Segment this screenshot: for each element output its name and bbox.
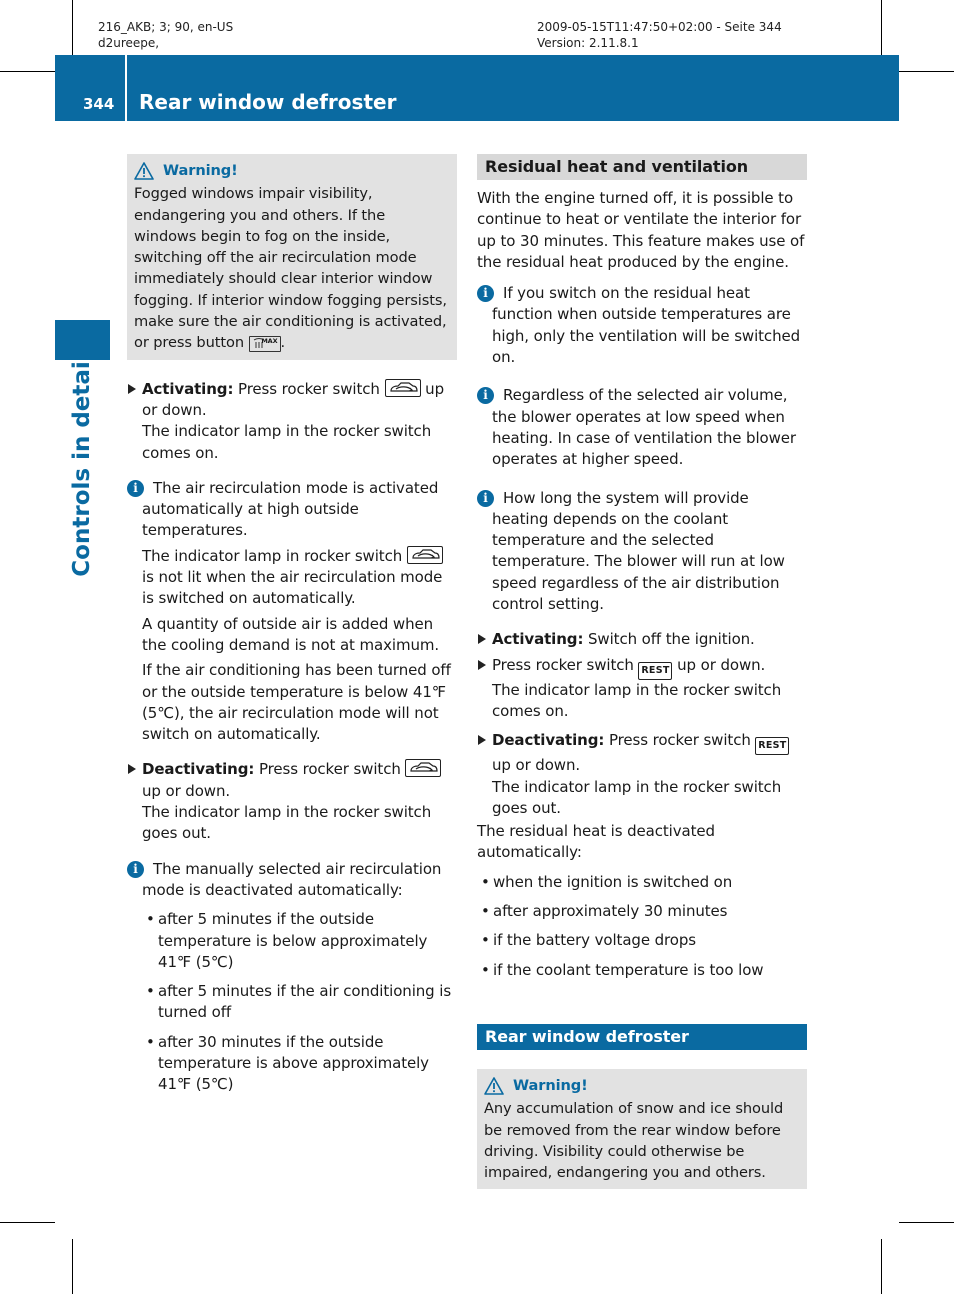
page-title: Rear window defroster: [139, 90, 397, 114]
step-arrow-icon: [478, 735, 486, 745]
info-icon: i: [477, 490, 494, 507]
page-number: 344: [83, 95, 115, 113]
section-heading-residual-heat: Residual heat and ventilation: [477, 154, 807, 180]
intro-text: With the engine turned off, it is possible to continue to heat or ventilate the interior for up to 30 minutes. This feature makes use of the residual heat produced by the engine.: [477, 189, 805, 271]
list-item: • after 5 minutes if the outside temperature is below approximately 41℉ (5℃): [142, 909, 457, 973]
step-text: up or down.: [672, 655, 766, 674]
step-result: The indicator lamp in the rocker switch goes out.: [492, 777, 782, 817]
step-arrow-icon: [478, 660, 486, 670]
info-block: [127, 478, 457, 746]
list-item: • after 5 minutes if the air conditioning is turned off: [142, 981, 457, 1024]
info-block: [127, 859, 457, 1096]
warning-title: [484, 1075, 800, 1096]
header-divider: [125, 55, 127, 121]
meta-line: d2ureepe,: [98, 36, 160, 50]
list-item: • if the coolant temperature is too low: [477, 960, 807, 981]
step-text: up or down.: [142, 379, 444, 419]
meta-line: 2009-05-15T11:47:50+02:00 - Seite 344: [537, 20, 782, 34]
step-text: Press rocker switch: [492, 655, 639, 674]
residual-press-step: [477, 655, 807, 723]
residual-deactivating-step: [477, 730, 807, 819]
info-icon: i: [477, 285, 494, 302]
list-item: • after 30 minutes if the outside temperature is above approximately 41℉ (5℃): [142, 1032, 457, 1096]
info-text: Regardless of the selected air volume, the blower operates at low speed when heating. In case of ventilation the blower operates at higher speed.: [492, 386, 796, 469]
warning-title-text: Warning!: [163, 162, 238, 179]
print-meta-right: [537, 19, 782, 51]
warning-box: [127, 154, 457, 360]
info-text-part: The indicator lamp in rocker switch: [142, 546, 407, 565]
info-block: [477, 283, 807, 368]
residual-activating-step: [477, 629, 807, 650]
warning-end: .: [280, 334, 286, 352]
meta-line: Version: 2.11.8.1: [537, 36, 639, 50]
rest-rocker-switch-icon: REST: [755, 737, 789, 755]
info-text: [142, 546, 457, 610]
activating-step: [127, 379, 457, 464]
warning-box: [477, 1069, 807, 1189]
warning-title-text: Warning!: [513, 1076, 588, 1094]
deactivating-step: [127, 759, 457, 844]
warning-title: [134, 160, 450, 181]
info-icon: i: [477, 387, 494, 404]
step-result: The indicator lamp in the rocker switch comes on.: [492, 680, 782, 720]
info-icon: i: [127, 861, 144, 878]
info-text: If you switch on the residual heat function when outside temperatures are high, only the ventilation will be switched on.: [492, 284, 801, 367]
step-arrow-icon: [128, 764, 136, 774]
crop-mark: [899, 71, 954, 72]
crop-mark: [881, 1239, 882, 1294]
section-heading-rear-defroster: Rear window defroster: [477, 1024, 807, 1050]
crop-mark: [0, 1222, 55, 1223]
step-label: Deactivating:: [142, 760, 255, 779]
print-meta-left: [98, 19, 233, 51]
warning-body: Fogged windows impair visibility, endangering you and others. If the windows begin to fog on the inside, switching off the air recirculation mode immediately should clear interior window fogging. If interior window fogging persists, make sure the air conditioning is activated, or press button: [134, 185, 447, 352]
info-text-part: is not lit when the air recirculation mode is switched on automatically.: [142, 568, 443, 608]
info-text: A quantity of outside air is added when the cooling demand is not at maximum.: [142, 614, 440, 654]
crop-mark: [0, 71, 55, 72]
crop-mark: [72, 0, 73, 55]
step-arrow-icon: [478, 634, 486, 644]
step-text: Press rocker switch: [604, 731, 756, 750]
info-text: If the air conditioning has been turned off or the outside temperature is below 41℉ (5℃), the air recirculation mode will not switch on automatically.: [142, 661, 451, 744]
info-text: The manually selected air recirculation mode is deactivated automatically:: [142, 859, 442, 899]
crop-mark: [72, 1239, 73, 1294]
list-item: • when the ignition is switched on: [477, 872, 807, 893]
warning-body: Any accumulation of snow and ice should be removed from the rear window before driving. Visibility could otherwise be impaired, endangering you and others.: [484, 1100, 784, 1182]
step-label: Activating:: [142, 379, 234, 398]
recirculation-rocker-switch-icon: [405, 759, 441, 777]
list-item: • after approximately 30 minutes: [477, 901, 807, 922]
warning-triangle-icon: [484, 1077, 504, 1095]
recirculation-rocker-switch-icon: [407, 546, 443, 564]
step-result: The indicator lamp in the rocker switch goes out.: [142, 803, 432, 843]
rest-rocker-switch-icon: REST: [638, 662, 672, 680]
step-arrow-icon: [128, 384, 136, 394]
info-icon: i: [127, 480, 144, 497]
info-block: [477, 385, 807, 470]
info-block: [477, 488, 807, 616]
crop-mark: [881, 0, 882, 55]
warning-triangle-icon: [134, 162, 154, 180]
crop-mark: [899, 1222, 954, 1223]
step-result: The indicator lamp in the rocker switch comes on.: [142, 422, 432, 462]
step-label: Activating:: [492, 630, 584, 649]
recirculation-rocker-switch-icon: [385, 379, 421, 397]
step-text: up or down.: [492, 756, 581, 775]
step-text: Press rocker switch: [254, 760, 406, 779]
step-label: Deactivating:: [492, 731, 605, 750]
step-text: Switch off the ignition.: [583, 630, 755, 649]
step-text: up or down.: [142, 781, 231, 800]
list-item: • if the battery voltage drops: [477, 930, 807, 951]
info-text: How long the system will provide heating depends on the coolant temperature and the selected temperature. The blower will run at low speed regardless of the air distribution control setting.: [492, 488, 785, 614]
left-column: [127, 154, 457, 1096]
auto-deactivation-text: The residual heat is deactivated automatically:: [477, 822, 715, 862]
right-column: [477, 154, 807, 1189]
step-text: Press rocker switch: [233, 379, 385, 398]
info-text: The air recirculation mode is activated automatically at high outside temperatures.: [142, 478, 439, 540]
meta-line: 216_AKB; 3; 90, en-US: [98, 20, 234, 34]
max-defrost-button-icon: [249, 336, 281, 352]
side-tab-text: Controls in detail: [69, 353, 95, 577]
max-label: MAX: [261, 337, 278, 346]
warning-text: [134, 183, 450, 353]
